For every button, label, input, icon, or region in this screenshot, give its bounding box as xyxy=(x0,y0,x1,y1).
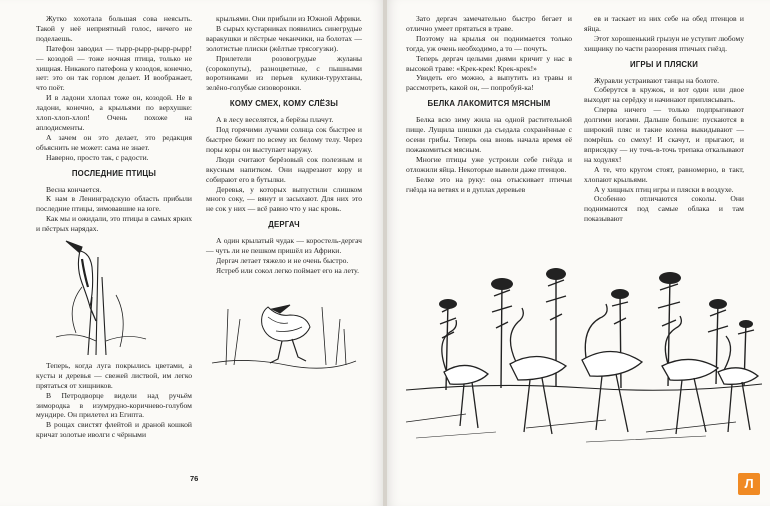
paragraph: ев и таскает из них себе на обед птенцов и яйца. xyxy=(584,14,744,33)
paragraph: Люди считают берёзовый сок полезным и вкусным напитком. Они надрезают кору и собирают его в бутылки. xyxy=(206,154,362,184)
paragraph: В Петродворце видели над ручьём зимородка в изумрудно-коричнево-голубом мундире. Он прилетел из Египта. xyxy=(36,390,192,420)
paragraph: Деревья, у которых выпустили слишком много соку, — вянут и засыхают. Для них это не сок у них — всё равно что у нас кровь. xyxy=(206,184,362,214)
paragraph: Теперь, когда луга покрылись цветами, а кусты и деревья — свежей листвой, им легко прятаться от хищников. xyxy=(36,360,192,390)
paragraph: Теперь дергач целыми днями кричит у нас в высокой траве: «Крек-крек! Крек-крек!» xyxy=(406,53,572,73)
publisher-logo-badge[interactable]: Л xyxy=(738,473,760,495)
section-heading: ПОСЛЕДНИЕ ПТИЦЫ xyxy=(71,168,157,178)
paragraph: Патефон заводил — тырр-рырр-рырр-рырр! — козодой — тоже ночная птица, только не хищная. Никакого патефона у козодоя, конечно, нет: это он так горлом делает. И воображает, что поёт. xyxy=(36,43,192,93)
paragraph: Прилетели розовогрудые жуланы (сорокопуты), разноцветные, с пышными воротниками из перьев кулики-турухтаны, зелёно-голубые сизоворонки. xyxy=(206,53,362,93)
paragraph: Под горячими лучами солнца сок быстрее и быстрее бежит по всему их белому телу. Через поры коры он выступает наружу. xyxy=(206,125,362,154)
paragraph: Особенно отличаются соколы. Они поднимаются под самые облака и там показывают xyxy=(584,194,744,224)
paragraph: Весна кончается. xyxy=(46,184,102,194)
paragraph: И в ладони хлопал тоже он, козодой. Не в ладони, конечно, а крыльями по верхушке: хлоп-хлоп-хлоп! Очень похоже на аплодисменты. xyxy=(36,93,192,132)
paragraph: Жутко хохотала большая сова неясыть. Такой у неё неприятный голос, ничего не поделаешь. xyxy=(36,14,192,43)
section-heading: ИГРЫ И ПЛЯСКИ xyxy=(629,59,699,69)
left-page-column-1 xyxy=(36,14,192,440)
paragraph: Как мы и ожидали, это птицы в самых ярких и пёстрых нарядах. xyxy=(36,214,192,234)
paragraph: Соберутся в кружок, и вот один или двое выходят на серёдку и начинают приплясывать. xyxy=(584,85,744,105)
paragraph: А у хищных птиц игры и пляски в воздухе. xyxy=(594,184,734,194)
paragraph: крыльями. Они прибыли из Южной Африки. xyxy=(216,14,362,23)
paragraph: Многие птицы уже устроили себе гнёзда и отложили яйца. Некоторые вывели даже птенцов. xyxy=(406,154,572,174)
paragraph: Дергач летает тяжело и не очень быстро. xyxy=(216,255,349,265)
section-heading: ДЕРГАЧ xyxy=(268,220,300,230)
book-gutter xyxy=(383,0,387,506)
paragraph: А зачем он это делает, это редакция объяснить не может: сама не знает. xyxy=(36,132,192,152)
dancing-cranes-illustration xyxy=(406,262,762,448)
paragraph: Увидеть его можно, а выпутить из травы и рассмотреть, какой он, — попробуй-ка! xyxy=(406,73,572,93)
paragraph: В сырых кустарниках появились синегрудые варакушки и пёстрые чеканчики, на болотах — золотистые плиски (жёлтые трясогузки). xyxy=(206,23,362,53)
paragraph: Белка всю зиму жила на одной растительной пище. Лущила шишки да съедала сохранённые с осени грибы. Теперь она вновь начала время её пожакомиться мясным. xyxy=(406,115,572,154)
paragraph: А в лесу веселятся, а берёзы плачут. xyxy=(216,115,334,125)
paragraph: Ястреб или сокол легко поймает его на лету. xyxy=(216,265,359,275)
paragraph: Журавли устраивают танцы на болоте. xyxy=(594,75,719,85)
section-heading: КОМУ СМЕХ, КОМУ СЛЁЗЫ xyxy=(229,99,339,109)
paragraph: Поэтому на крылья он поднимается только тогда, уж очень необходимо, а то — почуть. xyxy=(406,33,572,53)
paragraph: А один крылатый чудак — коростель-дергач — чуть ли не пешком пришёл из Африки. xyxy=(206,236,362,256)
paragraph: В рощах свистят флейтой и драной кошкой кричат золотые иволги с чёрными xyxy=(36,420,192,440)
paragraph: Сперва ничего — только подпрыгивают долгими ногами. Дальше больше: пускаются в широкий пляс и такие колена выкидывают — помрёшь со смеху! И скачут, и прыгают, и вприсядку — ну точь-в-точь трепака откалывают на ходулях! xyxy=(584,105,744,164)
page-number: 76 xyxy=(190,474,199,483)
kingfisher-illustration xyxy=(36,237,192,358)
paragraph: Этот хорошенький грызун не уступит любому хищнику по части разорения птичьих гнёзд. xyxy=(584,33,744,53)
paragraph: Зато дергач замечательно быстро бегает и отлично умеет прятаться в траве. xyxy=(406,14,572,33)
corncrake-illustration xyxy=(206,279,362,376)
left-page-column-2 xyxy=(206,14,362,379)
right-page-column-1 xyxy=(406,14,572,194)
paragraph: Белке это на руку: она отыскивает птичьи гнёзда на ветвях и в дуплах деревьев xyxy=(406,174,572,194)
paragraph: К нам в Ленинградскую область прибыли последние птицы, зимовавшие на юге. xyxy=(36,194,192,214)
section-heading: БЕЛКА ЛАКОМИТСЯ МЯСНЫМ xyxy=(427,99,551,109)
paragraph: А те, что кругом стоят, равномерно, в такт, хлопают крыльями. xyxy=(584,164,744,184)
right-page-column-2 xyxy=(584,14,744,224)
paragraph: Наверно, просто так, с радости. xyxy=(46,152,149,162)
